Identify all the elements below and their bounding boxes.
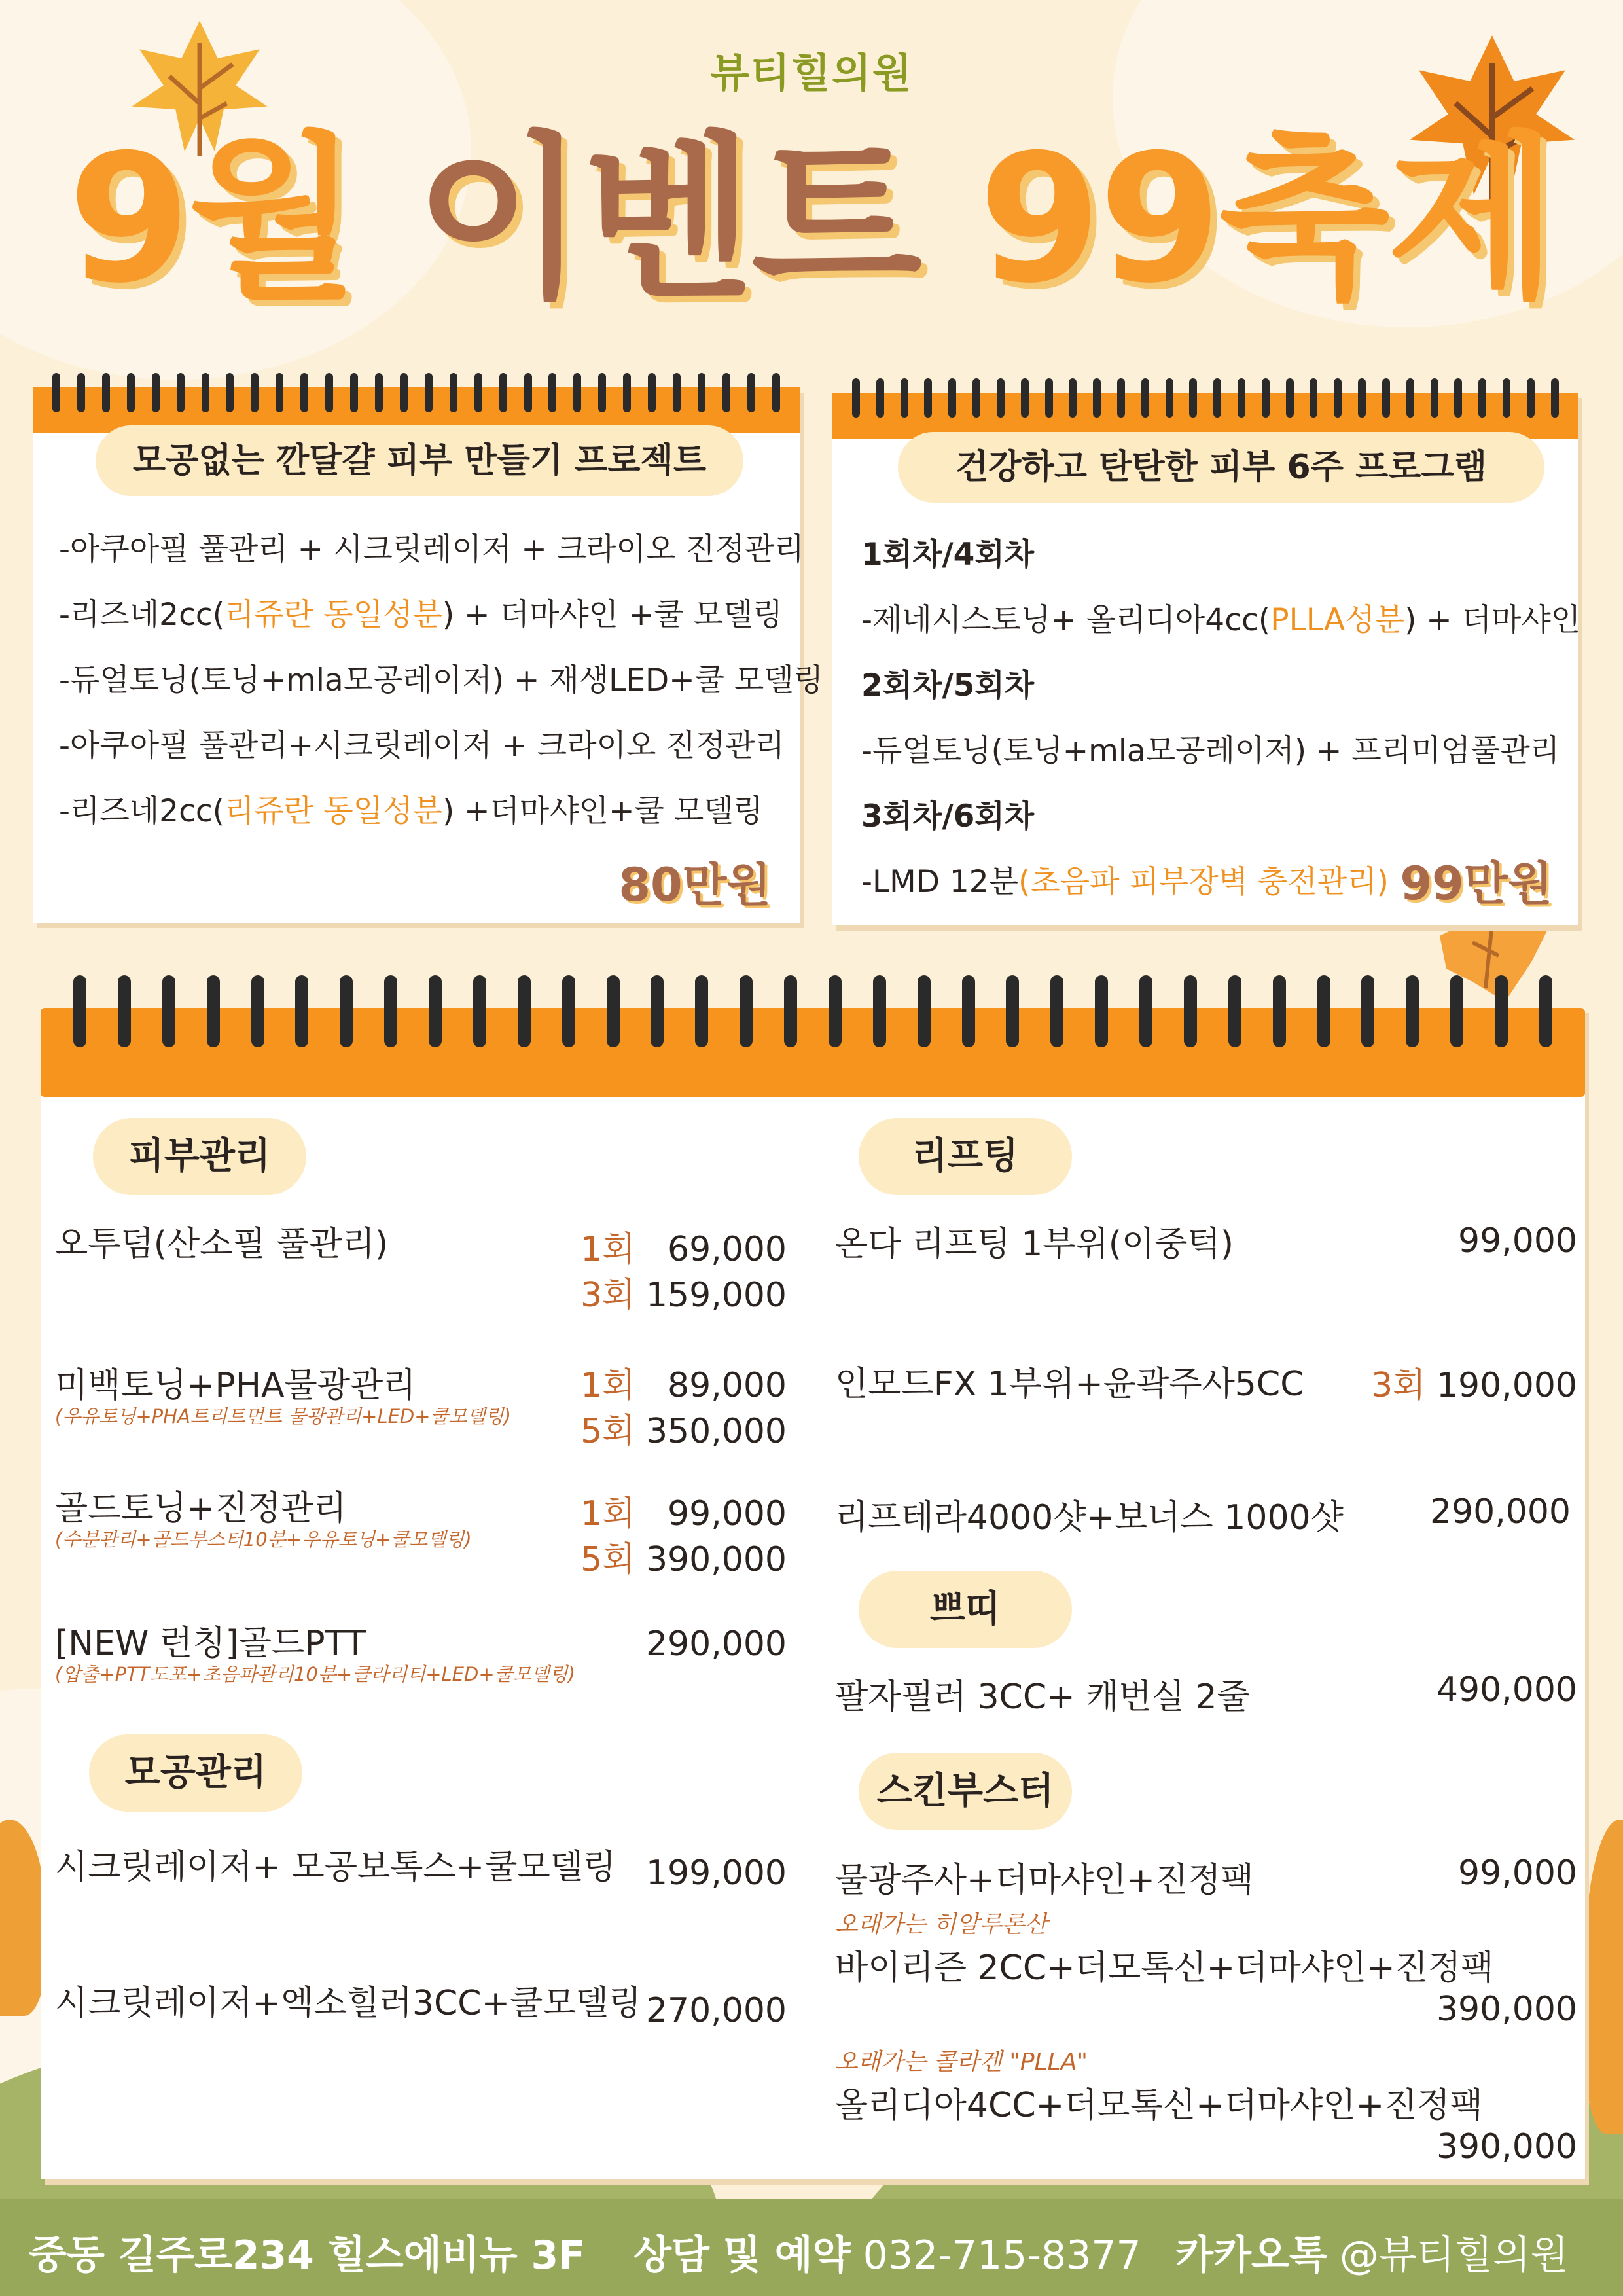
program-line: -듀얼토닝(토닝+mla모공레이저) + 재생LED+쿨 모델링	[59, 662, 824, 698]
program-line: -아쿠아필 풀관리 + 시크릿레이저 + 크라이오 진정관리	[59, 531, 804, 567]
menu-item-name: 리프테라4000샷+보너스 1000샷	[835, 1498, 1344, 1537]
footer-consult: 상담 및 예약 032-715-8377	[633, 2233, 1141, 2278]
menu-item-price: 5회 390,000	[580, 1540, 787, 1579]
page-title	[0, 116, 1623, 322]
program-line: -제네시스토닝+ 올리디아4cc(PLLA성분) + 더마샤인	[861, 602, 1581, 638]
menu-item-name: 물광주사+더마샤인+진정팩	[835, 1861, 1254, 1900]
program-card-left	[33, 387, 824, 923]
menu-item-name: 바이리즌 2CC+더모톡신+더마샤인+진정팩	[835, 1948, 1494, 1988]
menu-item-name: 시크릿레이저+엑소힐러3CC+쿨모델링	[55, 1984, 642, 2023]
kakao-id[interactable]: @뷰티힐의원	[1339, 2233, 1569, 2278]
section-lifting: 리프팅	[859, 1118, 1072, 1195]
menu-item-note: 오래가는 히알루론산	[835, 1911, 1048, 1938]
menu-item-name: 인모드FX 1부위+윤곽주사5CC	[835, 1365, 1304, 1404]
program-heading: 모공없는 깐달걀 피부 만들기 프로젝트	[96, 425, 743, 496]
program-line: -듀얼토닝(토닝+mla모공레이저) + 프리미엄풀관리	[861, 733, 1560, 769]
footer-kakao: 카카오톡 @뷰티힐의원	[1175, 2233, 1569, 2278]
menu-item-price: 3회 190,000	[1371, 1366, 1577, 1405]
title-festival: 99축제	[978, 116, 1556, 322]
program-line: -리즈네2cc(리쥬란 동일성분) +더마샤인+쿨 모델링	[59, 793, 764, 829]
title-event: 이벤트	[415, 116, 919, 322]
menu-item-price: 3회 159,000	[580, 1276, 787, 1315]
menu-item-price: 270,000	[645, 1991, 787, 2030]
program-line: -아쿠아필 풀관리+시크릿레이저 + 크라이오 진정관리	[59, 728, 785, 764]
menu-item-price: 99,000	[1458, 1221, 1577, 1261]
menu-item-name: 시크릿레이저+ 모공보톡스+쿨모델링	[55, 1848, 616, 1887]
program-line: -LMD 12분(초음파 피부장벽 충전관리)	[861, 864, 1389, 900]
binder-rings	[852, 378, 1559, 418]
menu-item-name: [NEW 런칭]골드PTT	[55, 1624, 366, 1663]
program-line: -리즈네2cc(리쥬란 동일성분) + 더마샤인 +쿨 모델링	[59, 597, 783, 633]
menu-item-price: 99,000	[1458, 1854, 1577, 1893]
menu-item-price: 490,000	[1436, 1670, 1577, 1710]
round-label: 1회차/4회차	[861, 537, 1035, 573]
footer-address: 중동 길주로234 힐스에비뉴 3F	[29, 2233, 586, 2278]
menu-item-name: 온다 리프팅 1부위(이중턱)	[835, 1225, 1234, 1264]
program-card-right	[832, 393, 1581, 925]
round-label: 2회차/5회차	[861, 668, 1035, 704]
program-price: 99만원	[1400, 857, 1552, 910]
brand-name: 뷰티힐의원	[710, 49, 913, 97]
phone-number[interactable]: 032-715-8377	[863, 2233, 1141, 2278]
menu-item-price: 1회 89,000	[580, 1366, 787, 1405]
binder-rings	[73, 975, 1552, 1047]
menu-item-price: 390,000	[1436, 1990, 1577, 2029]
menu-item-price: 1회 69,000	[580, 1230, 787, 1269]
menu-item-detail: (수분관리+골드부스터10분+우유토닝+쿨모델링)	[55, 1528, 472, 1551]
section-skin-booster: 스킨부스터	[859, 1753, 1072, 1830]
menu-item-price: 290,000	[1429, 1492, 1571, 1532]
title-month: 9월	[67, 116, 357, 322]
menu-item-name: 골드토닝+진정관리	[55, 1489, 347, 1528]
menu-item-name: 오투덤(산소필 풀관리)	[55, 1225, 389, 1264]
tree-icon	[1584, 1820, 1623, 2134]
menu-item-note: 오래가는 콜라겐 "PLLA"	[835, 2049, 1088, 2075]
program-price: 80만원	[618, 858, 771, 912]
menu-item-detail: (우유토닝+PHA트리트먼트 물광관리+LED+쿨모델링)	[55, 1405, 511, 1427]
menu-item-price: 1회 99,000	[580, 1494, 787, 1534]
menu-item-price: 5회 350,000	[580, 1412, 787, 1451]
price-menu-card	[41, 1008, 1585, 2179]
menu-item-price: 199,000	[645, 1854, 787, 1893]
section-skin-care: 피부관리	[93, 1118, 306, 1195]
section-pore-care: 모공관리	[89, 1734, 302, 1812]
menu-item-name: 팔자필러 3CC+ 캐번실 2줄	[835, 1677, 1250, 1717]
menu-item-price: 390,000	[1436, 2127, 1577, 2166]
program-heading: 건강하고 탄탄한 피부 6주 프로그램	[898, 432, 1544, 503]
section-petit: 쁘띠	[859, 1571, 1072, 1648]
menu-item-name: 미백토닝+PHA물광관리	[55, 1366, 416, 1405]
menu-item-detail: (압출+PTT도포+초음파관리10분+클라리티+LED+쿨모델링)	[55, 1663, 576, 1685]
round-label: 3회차/6회차	[861, 798, 1035, 834]
menu-item-price: 290,000	[645, 1624, 787, 1664]
menu-item-name: 올리디아4CC+더모톡신+더마샤인+진정팩	[835, 2086, 1483, 2125]
footer-bar	[0, 2199, 1623, 2296]
binder-rings	[52, 373, 780, 412]
